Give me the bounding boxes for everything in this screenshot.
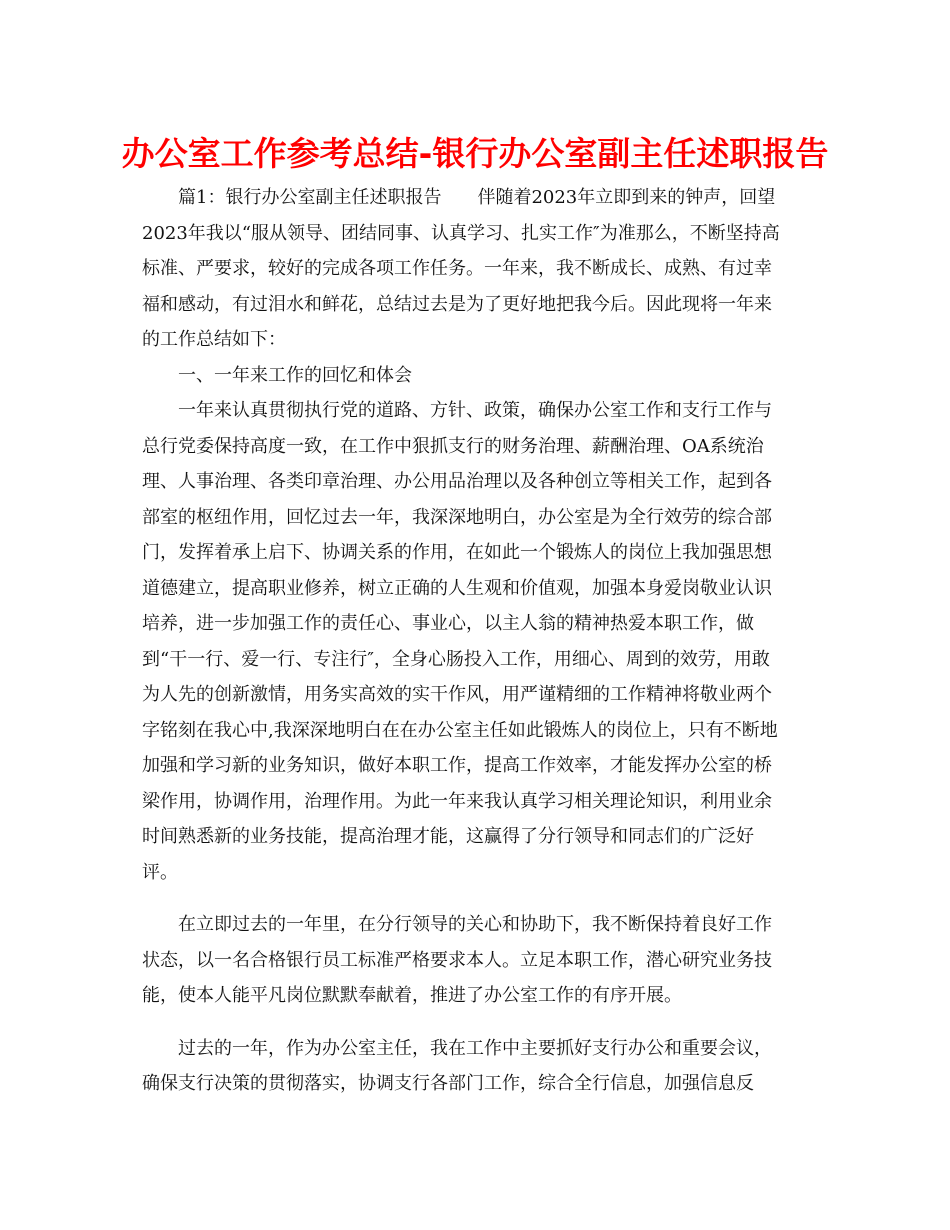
text-line: 门，发挥着承上启下、协调关系的作用，在如此一个锻炼人的岗位上我加强思想 (142, 542, 772, 563)
text-line: 过去的一年，作为办公室主任，我在工作中主要抓好支行办公和重要会议， (178, 1037, 772, 1059)
document-body (142, 180, 812, 1102)
text-line: 总行党委保持高度一致，在工作中狠抓支行的财务治理、薪酬治理、OA系统治 (142, 435, 764, 457)
text-line: 标准、严要求，较好的完成各项工作任务。一年来，我不断成长、成熟、有过幸 (142, 258, 772, 279)
text-line: 理、人事治理、各类印章治理、办公用品治理以及各种创立等相关工作，起到各 (142, 471, 772, 492)
section-heading: 一、一年来工作的回忆和体会 (178, 364, 412, 386)
document-title: 办公室工作参考总结-银行办公室副主任述职报告 (121, 134, 829, 173)
text-line: 部室的枢纽作用，回忆过去一年，我深深地明白，办公室是为全行效劳的综合部 (142, 506, 772, 528)
text-line: 2023年我以“服从领导、团结同事、认真学习、扎实工作″为准那么，不断坚持高 (142, 222, 780, 244)
text-line: 加强和学习新的业务知识，做好本职工作，提高工作效率，才能发挥办公室的桥 (142, 755, 772, 776)
text-line: 为人先的创新激情，用务实高效的实干作风，用严谨精细的工作精神将敬业两个 (142, 684, 772, 705)
text-line: 评。 (142, 861, 178, 883)
text-line: 的工作总结如下： (142, 329, 286, 350)
text-line: 确保支行决策的贯彻落实，协调支行各部门工作，综合全行信息，加强信息反 (142, 1073, 754, 1094)
text-line: 状态，以一名合格银行员工标准严格要求本人。立足本职工作，潜心研究业务技 (142, 949, 772, 971)
text-line: 时间熟悉新的业务技能，提高治理才能，这赢得了分行领导和同志们的广泛好 (142, 826, 754, 847)
text-line: 梁作用，协调作用，治理作用。为此一年来我认真学习相关理论知识，利用业余 (142, 790, 772, 812)
text-line: 篇1：银行办公室副主任述职报告 伴随着2023年立即到来的钟声，回望 (178, 187, 776, 208)
paragraph-gap (142, 890, 812, 907)
text-line: 到“干一行、爱一行、专注行″，全身心肠投入工作，用细心、周到的效劳，用敢 (142, 648, 770, 670)
text-line: 道德建立，提高职业修养，树立正确的人生观和价值观，加强本身爱岗敬业认识 (142, 577, 772, 599)
text-line: 字铭刻在我心中,我深深地明白在在办公室主任如此锻炼人的岗位上，只有不断地 (142, 719, 778, 741)
text-line: 福和感动，有过泪水和鲜花，总结过去是为了更好地把我今后。因此现将一年来 (142, 293, 772, 315)
paragraph-gap (142, 1014, 812, 1031)
text-line: 能，使本人能平凡岗位默默奉献着，推进了办公室工作的有序开展。 (142, 985, 682, 1006)
text-line: 在立即过去的一年里，在分行领导的关心和协助下，我不断保持着良好工作 (178, 914, 772, 935)
text-line: 培养，进一步加强工作的责任心、事业心，以主人翁的精神热爱本职工作，做 (142, 613, 754, 634)
text-line: 一年来认真贯彻执行党的道路、方针、政策，确保办公室工作和支行工作与 (178, 400, 772, 421)
